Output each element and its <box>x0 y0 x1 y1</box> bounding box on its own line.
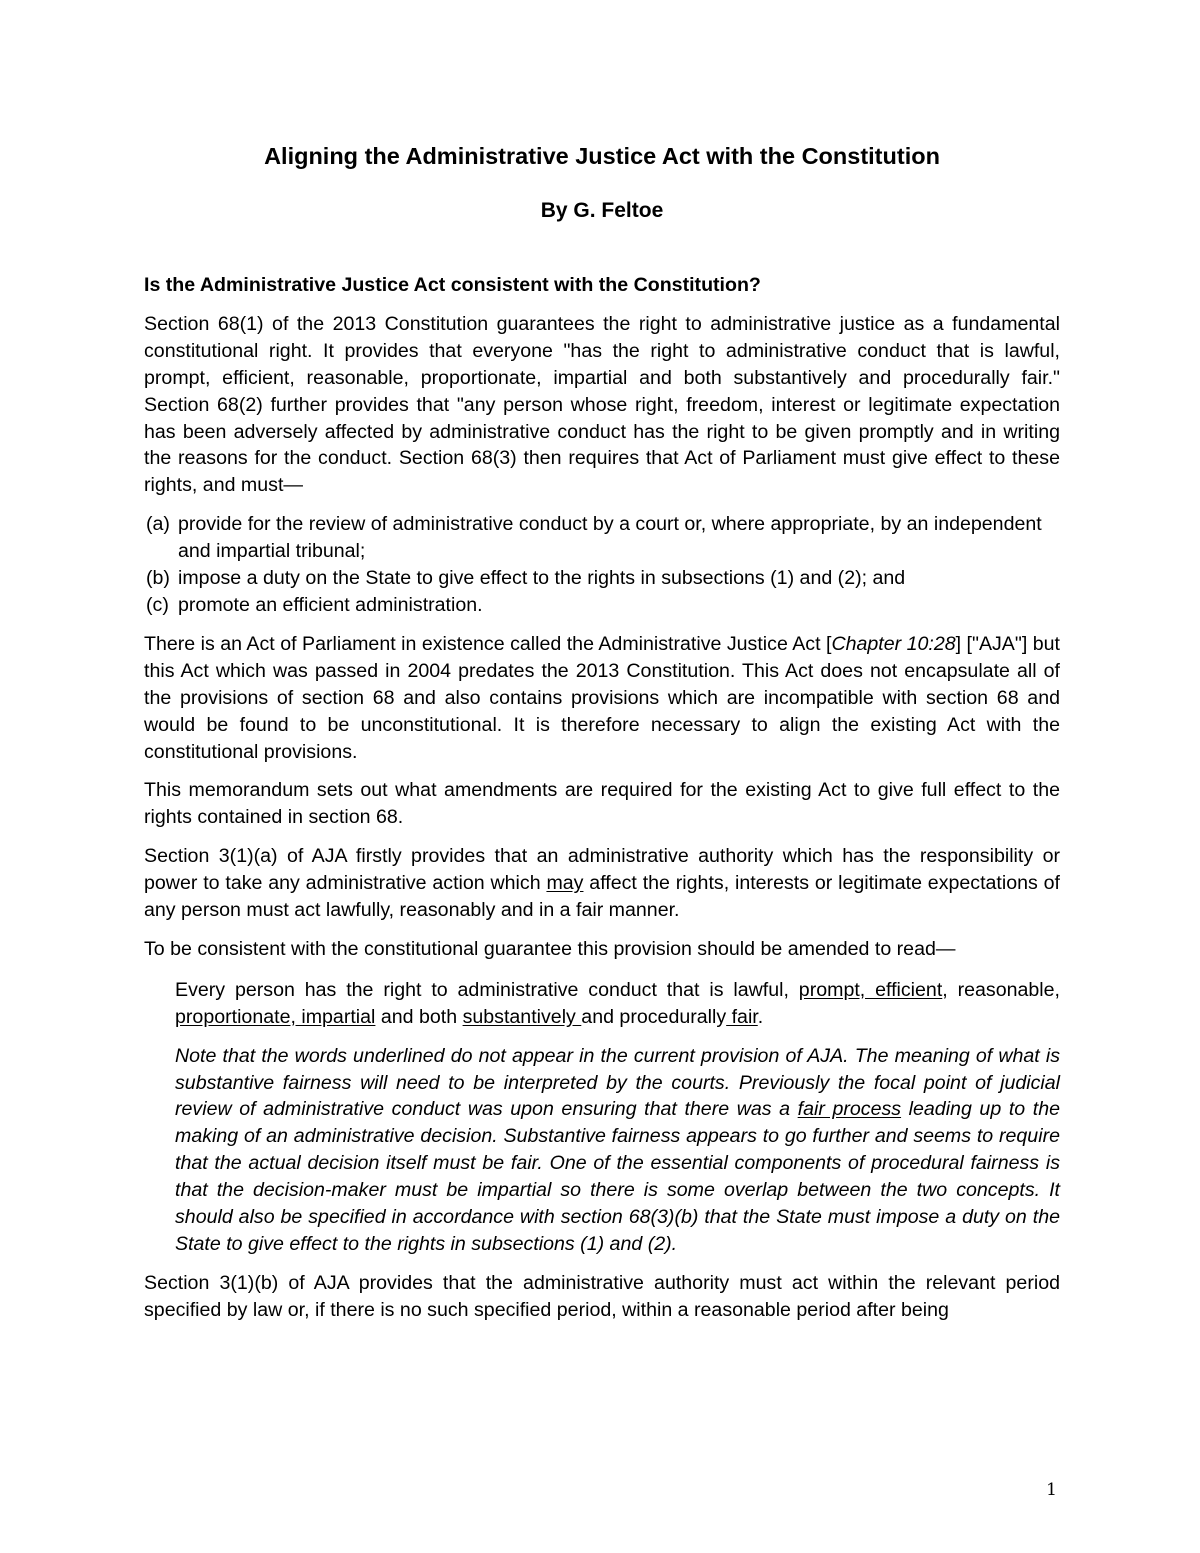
text-run: and procedurally <box>581 1005 727 1028</box>
text-run: and both <box>375 1005 463 1028</box>
underlined-text: fair <box>726 1005 758 1028</box>
paragraph-section-68: Section 68(1) of the 2013 Constitution guarantees the right to administrative justice as a fundamental constitutional right. It provides that everyone "has the right to administrative conduct that is lawful, prompt, efficient, reasonable, proportionate, impartial and both substantively and procedurally fair." Section 68(2) further provides that "any person whose right, freedom, interest or legitimate expectation has been adversely affected by administrative conduct has the right to be given promptly and in writing the reasons for the conduct. Section 68(3) then requires that Act of Parliament must give effect to these rights, and must— <box>144 312 1060 497</box>
list-marker: (a) <box>146 513 170 536</box>
document-author: By G. Feltoe <box>540 199 664 222</box>
text-run: Note that the words underlined do not appear in the current provision of AJA. The meaning of what is substantive fairness will need to be interpreted by the courts. Previously the focal point of judicial review of administrative conduct was upon ensuring that there was a <box>175 1044 1060 1121</box>
document-body <box>144 138 1060 1324</box>
list-item-text: provide for the review of administrative conduct by a court or, where appropriate, by an independent and impartial tribunal; <box>178 513 1042 563</box>
proposed-amendment-quote <box>175 977 1060 1031</box>
page-number: 1 <box>1046 1480 1057 1500</box>
paragraph-amendment-intro: To be consistent with the constitutional guarantee this provision should be amended to read— <box>144 937 956 960</box>
underlined-may: may <box>546 872 584 895</box>
underlined-text: prompt, efficient <box>798 978 943 1001</box>
text-run: . <box>757 1005 764 1028</box>
chapter-reference: Chapter 10:28 <box>831 632 956 655</box>
paragraph-memorandum: This memorandum sets out what amendments are required for the existing Act to give full effect to the rights contained in section 68. <box>144 779 1060 829</box>
text-run: affect the rights, interests or legitimate expectations of any person must act lawfully, reasonably and in a fair manner. <box>144 872 1060 922</box>
underlined-text: substantively <box>462 1005 582 1028</box>
text-run: ] ["AJA"] but this Act which was passed in 2004 predates the 2013 Constitution. This Act does not encapsulate all of the provisions of section 68 and also contains provisions which are incompatible with section 68 and would be found to be unconstitutional. It is therefore necessary to align the existing Act with the constitutional provisions. <box>144 632 1060 763</box>
paragraph-section-3-1-b: Section 3(1)(b) of AJA provides that the administrative authority must act within the relevant period specified by law or, if there is no such specified period, within a reasonable period after being <box>144 1271 1060 1321</box>
document-title: Aligning the Administrative Justice Act with the Constitution <box>264 143 940 169</box>
section-heading: Is the Administrative Justice Act consistent with the Constitution? <box>144 274 761 296</box>
text-run: , reasonable, <box>942 978 1061 1001</box>
text-run: There is an Act of Parliament in existence called the Administrative Justice Act [ <box>144 632 832 655</box>
italic-note <box>175 1043 1060 1258</box>
list-item-text: promote an efficient administration. <box>178 593 483 616</box>
list-item <box>144 565 1060 592</box>
list-item <box>144 511 1060 565</box>
text-run: Every person has the right to administrative conduct that is lawful, <box>175 978 799 1001</box>
list-marker: (b) <box>146 567 170 590</box>
underlined-fair-process: fair process <box>797 1098 902 1121</box>
list-item-text: impose a duty on the State to give effect to the rights in subsections (1) and (2); and <box>178 567 906 590</box>
paragraph-aja-existence <box>144 631 1060 766</box>
requirements-list <box>144 511 1060 619</box>
text-run: Section 3(1)(a) of AJA firstly provides that an administrative authority which has the responsibility or power to take any administrative action which <box>144 845 1060 895</box>
list-marker: (c) <box>146 593 169 616</box>
list-item <box>144 592 1060 619</box>
paragraph-section-3-1-a <box>144 843 1060 924</box>
underlined-text: proportionate, impartial <box>175 1005 376 1028</box>
text-run: leading up to the making of an administrative decision. Substantive fairness appears to go further and seems to require that the actual decision itself must be fair. One of the essential components of procedural fairness is that the decision-maker must be impartial so there is some overlap between the two concepts. It should also be specified in accordance with section 68(3)(b) that the State must impose a duty on the State to give effect to the rights in subsections (1) and (2). <box>175 1098 1060 1255</box>
